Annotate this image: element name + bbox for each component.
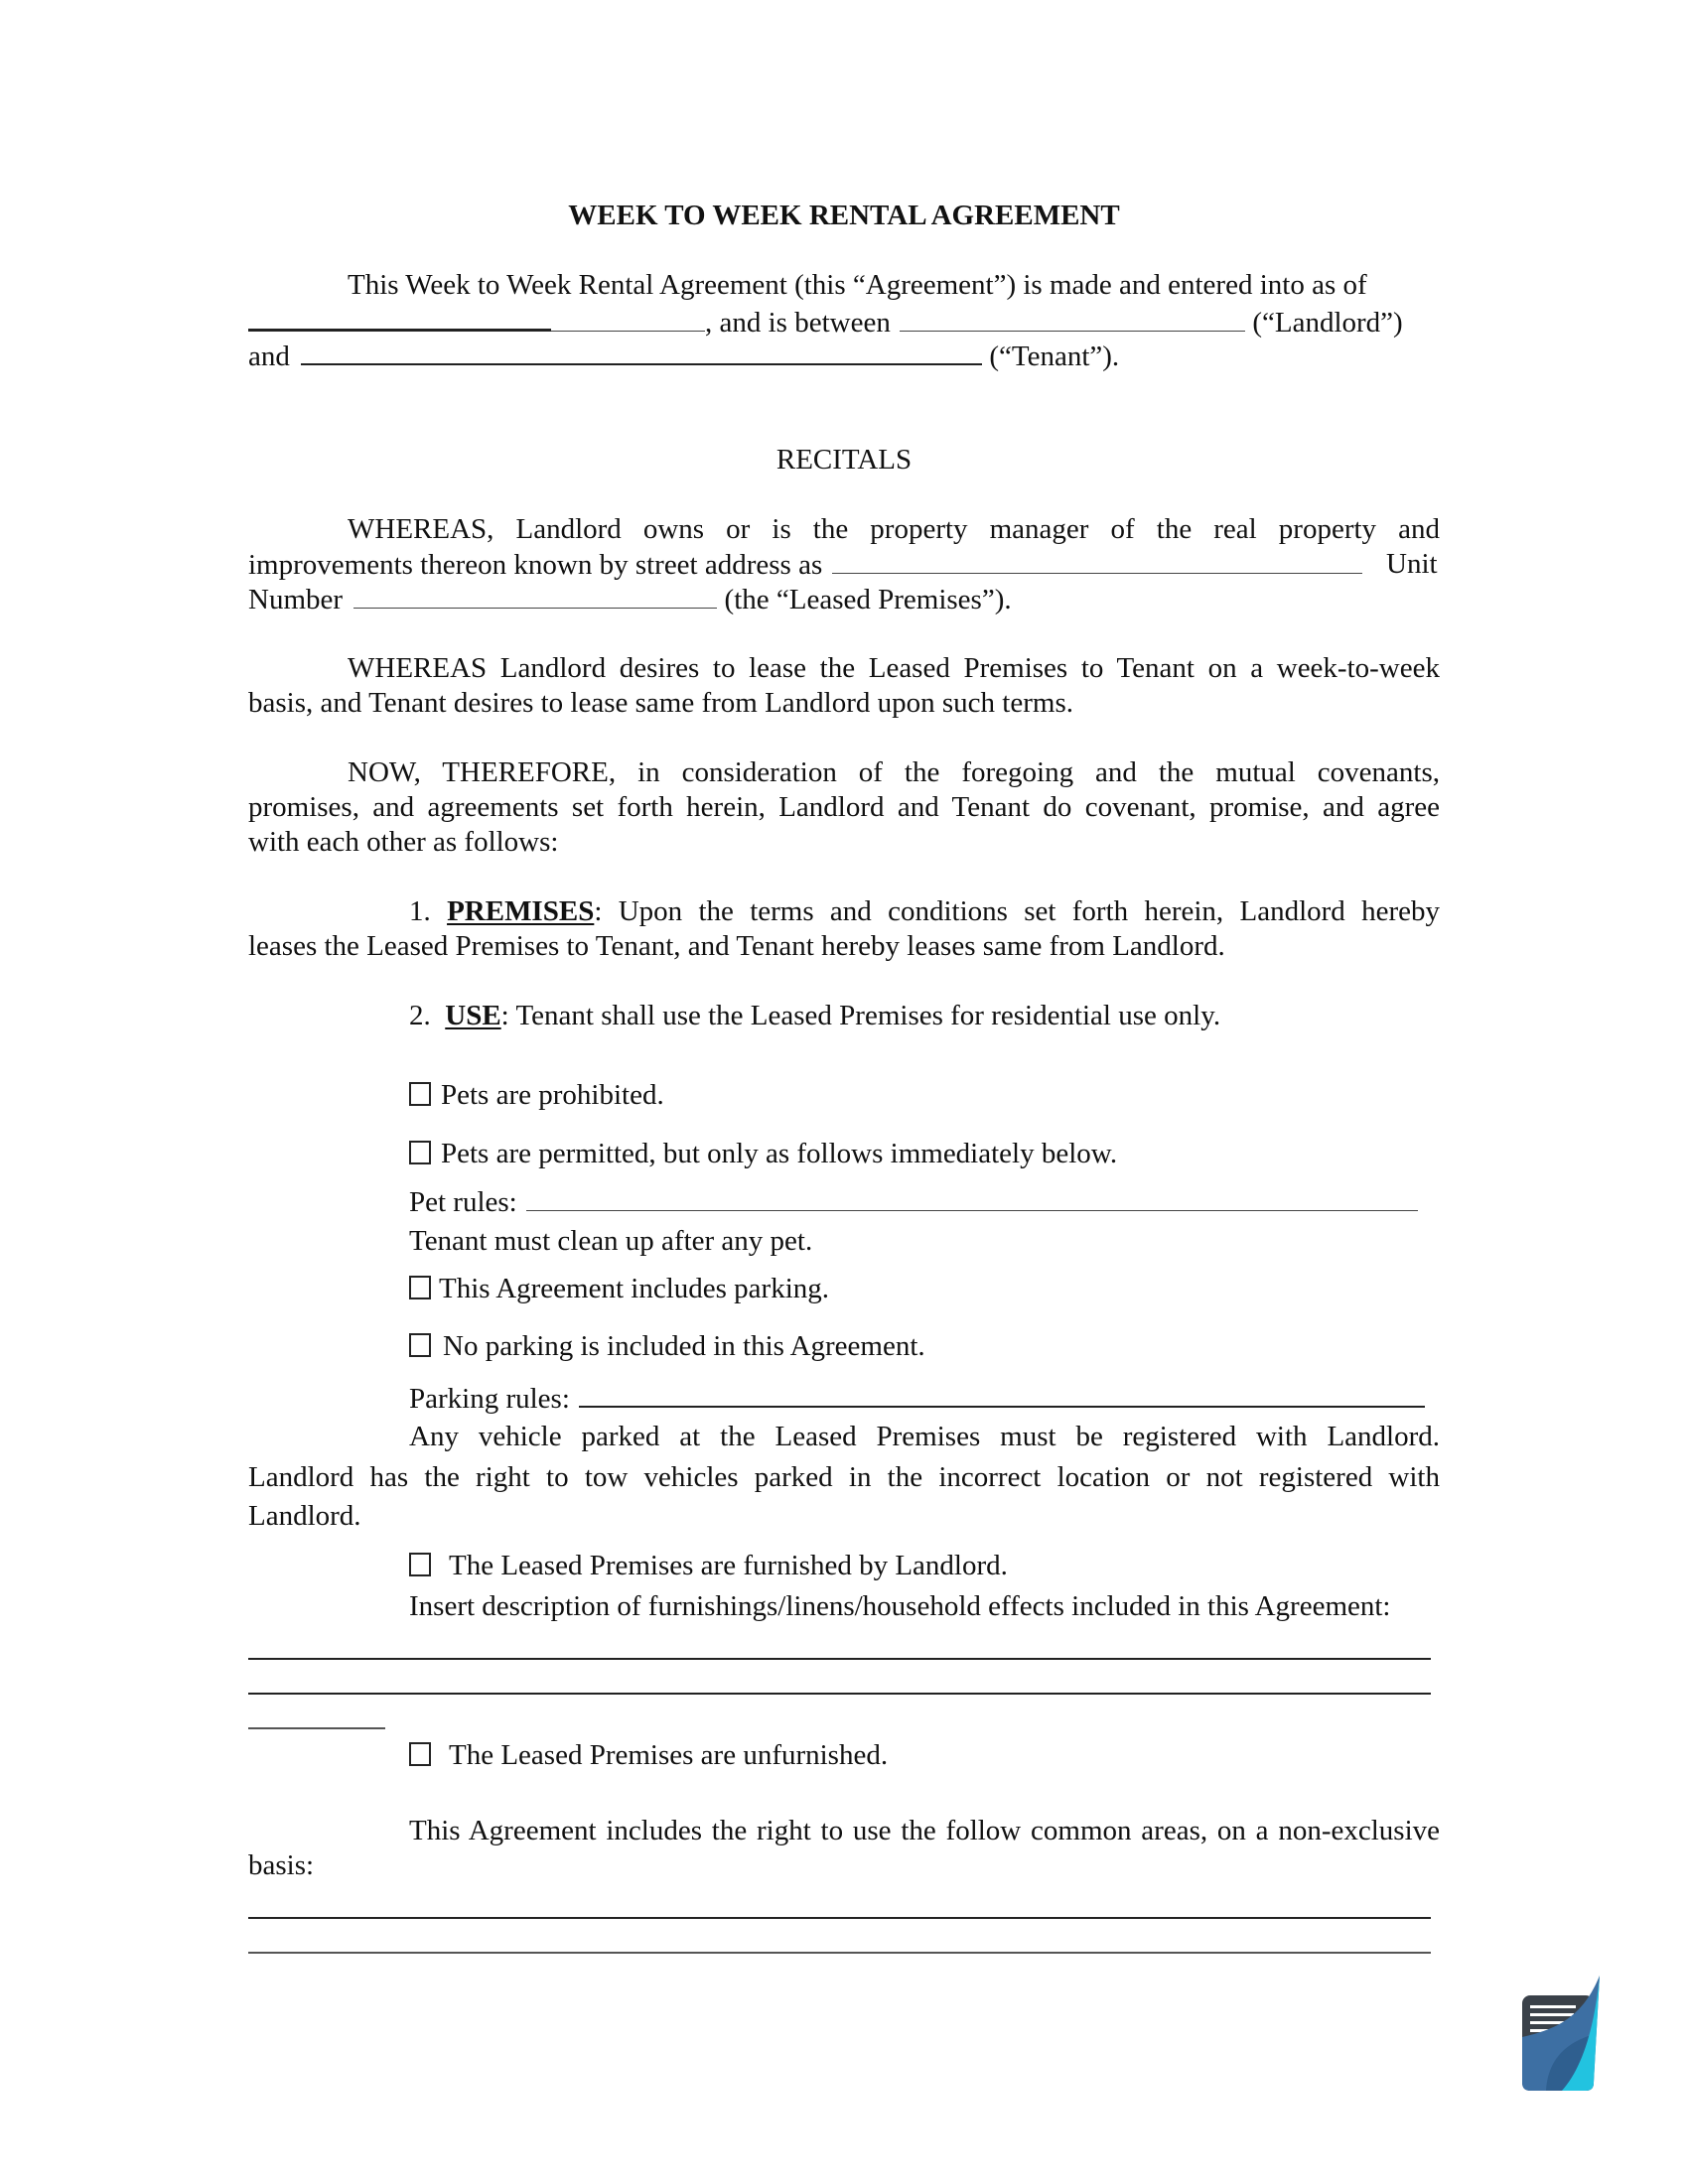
unit-label: Unit: [1386, 548, 1438, 580]
pets-prohibited-checkbox[interactable]: [409, 1082, 431, 1106]
unfurnished-checkbox[interactable]: [409, 1742, 431, 1766]
street-address-field[interactable]: [832, 547, 1362, 574]
furnished-label: The Leased Premises are furnished by Landlord.: [449, 1550, 1008, 1581]
pets-permitted-checkbox[interactable]: [409, 1141, 431, 1164]
common-areas-line-2: basis:: [248, 1849, 315, 1881]
pet-rules-field[interactable]: [526, 1184, 1418, 1211]
pet-rules-line: [409, 1184, 1418, 1220]
number-label: Number: [248, 584, 344, 615]
vehicle-line-1: Any vehicle parked at the Leased Premises must be registered with Landlord.: [409, 1421, 1440, 1452]
whereas1-line-3: [248, 582, 1012, 617]
whereas2-line-1: WHEREAS Landlord desires to lease the Leased Premises to Tenant on a week-to-week: [348, 652, 1440, 684]
landlord-label: (“Landlord”): [1252, 307, 1403, 339]
furnished-checkbox[interactable]: [409, 1553, 431, 1576]
furnishings-prompt: Insert description of furnishings/linens/household effects included in this Agreement:: [409, 1590, 1391, 1622]
and-is-between-text: , and is between: [705, 307, 891, 339]
parking-rules-line: [409, 1380, 1425, 1417]
vehicle-line-3: Landlord.: [248, 1500, 361, 1532]
parking-included-checkbox[interactable]: [409, 1276, 431, 1299]
recitals-heading: RECITALS: [775, 444, 913, 476]
whereas1-line-2: [248, 547, 1362, 583]
common-areas-field-line-1[interactable]: [248, 1917, 1431, 1919]
now-therefore-line-3: with each other as follows:: [248, 826, 559, 858]
pets-prohibited-option[interactable]: [409, 1078, 664, 1113]
pets-prohibited-label: Pets are prohibited.: [441, 1079, 664, 1111]
section-2-heading: USE: [445, 1000, 501, 1031]
whereas2-line-2: basis, and Tenant desires to lease same from Landlord upon such terms.: [248, 687, 1073, 719]
document-leaf-logo-icon: [1522, 1976, 1602, 2093]
no-parking-label: No parking is included in this Agreement.: [443, 1330, 925, 1362]
section-1-heading: PREMISES: [447, 895, 595, 927]
pet-cleanup-text: Tenant must clean up after any pet.: [409, 1225, 813, 1257]
intro-line-2: [248, 303, 1440, 341]
furnishings-field-line-3[interactable]: [248, 1727, 385, 1729]
pet-rules-label: Pet rules:: [409, 1186, 517, 1218]
landlord-name-field[interactable]: [900, 305, 1245, 332]
street-address-label: improvements thereon known by street address as: [248, 549, 823, 581]
now-therefore-line-1: NOW, THEREFORE, in consideration of the foregoing and the mutual covenants,: [348, 756, 1440, 788]
section-1-line-1: [409, 894, 1440, 929]
common-areas-field-line-2[interactable]: [248, 1952, 1431, 1954]
tenant-name-field[interactable]: [301, 338, 982, 365]
no-parking-checkbox[interactable]: [409, 1333, 431, 1357]
unit-number-field[interactable]: [353, 582, 717, 609]
no-parking-option[interactable]: [409, 1329, 925, 1364]
furnishings-field-line-2[interactable]: [248, 1693, 1431, 1695]
parking-rules-field[interactable]: [579, 1380, 1425, 1408]
parking-included-label: This Agreement includes parking.: [439, 1273, 830, 1304]
pets-permitted-label: Pets are permitted, but only as follows immediately below.: [441, 1138, 1118, 1169]
furnished-option[interactable]: [409, 1549, 1008, 1583]
now-therefore-line-2: promises, and agreements set forth herein, Landlord and Tenant do covenant, promise, and agree: [248, 791, 1440, 823]
section-1-number: 1.: [409, 895, 431, 927]
section-2-line-1: [409, 999, 1220, 1033]
furnishings-field-line-1[interactable]: [248, 1658, 1431, 1660]
section-2-text: : Tenant shall use the Leased Premises for residential use only.: [500, 1000, 1221, 1031]
parking-rules-label: Parking rules:: [409, 1383, 570, 1415]
date-blank-field[interactable]: [248, 303, 551, 332]
intro-line-1: This Week to Week Rental Agreement (this “Agreement”) is made and entered into as of: [348, 269, 1367, 301]
section-1-line-2: leases the Leased Premises to Tenant, and Tenant hereby leases same from Landlord.: [248, 930, 1225, 962]
unfurnished-option[interactable]: [409, 1738, 888, 1773]
whereas1-line-1: WHEREAS, Landlord owns or is the property manager of the real property and: [348, 513, 1440, 545]
tenant-label: (“Tenant”).: [989, 341, 1120, 372]
common-areas-line-1: This Agreement includes the right to use the follow common areas, on a non-exclusive: [409, 1815, 1440, 1846]
vehicle-line-2: Landlord has the right to tow vehicles parked in the incorrect location or not registered with: [248, 1461, 1440, 1493]
pets-permitted-option[interactable]: [409, 1137, 1117, 1171]
date-blank-field-ext[interactable]: [551, 305, 705, 332]
intro-line-3: [248, 338, 1119, 374]
and-text: and: [248, 341, 290, 372]
section-1-text: : Upon the terms and conditions set forth herein, Landlord hereby: [594, 895, 1440, 927]
unfurnished-label: The Leased Premises are unfurnished.: [449, 1739, 889, 1771]
document-title: WEEK TO WEEK RENTAL AGREEMENT: [568, 200, 1120, 231]
section-2-number: 2.: [409, 1000, 431, 1031]
parking-included-option[interactable]: [409, 1272, 829, 1306]
leased-premises-label: (the “Leased Premises”).: [724, 584, 1012, 615]
